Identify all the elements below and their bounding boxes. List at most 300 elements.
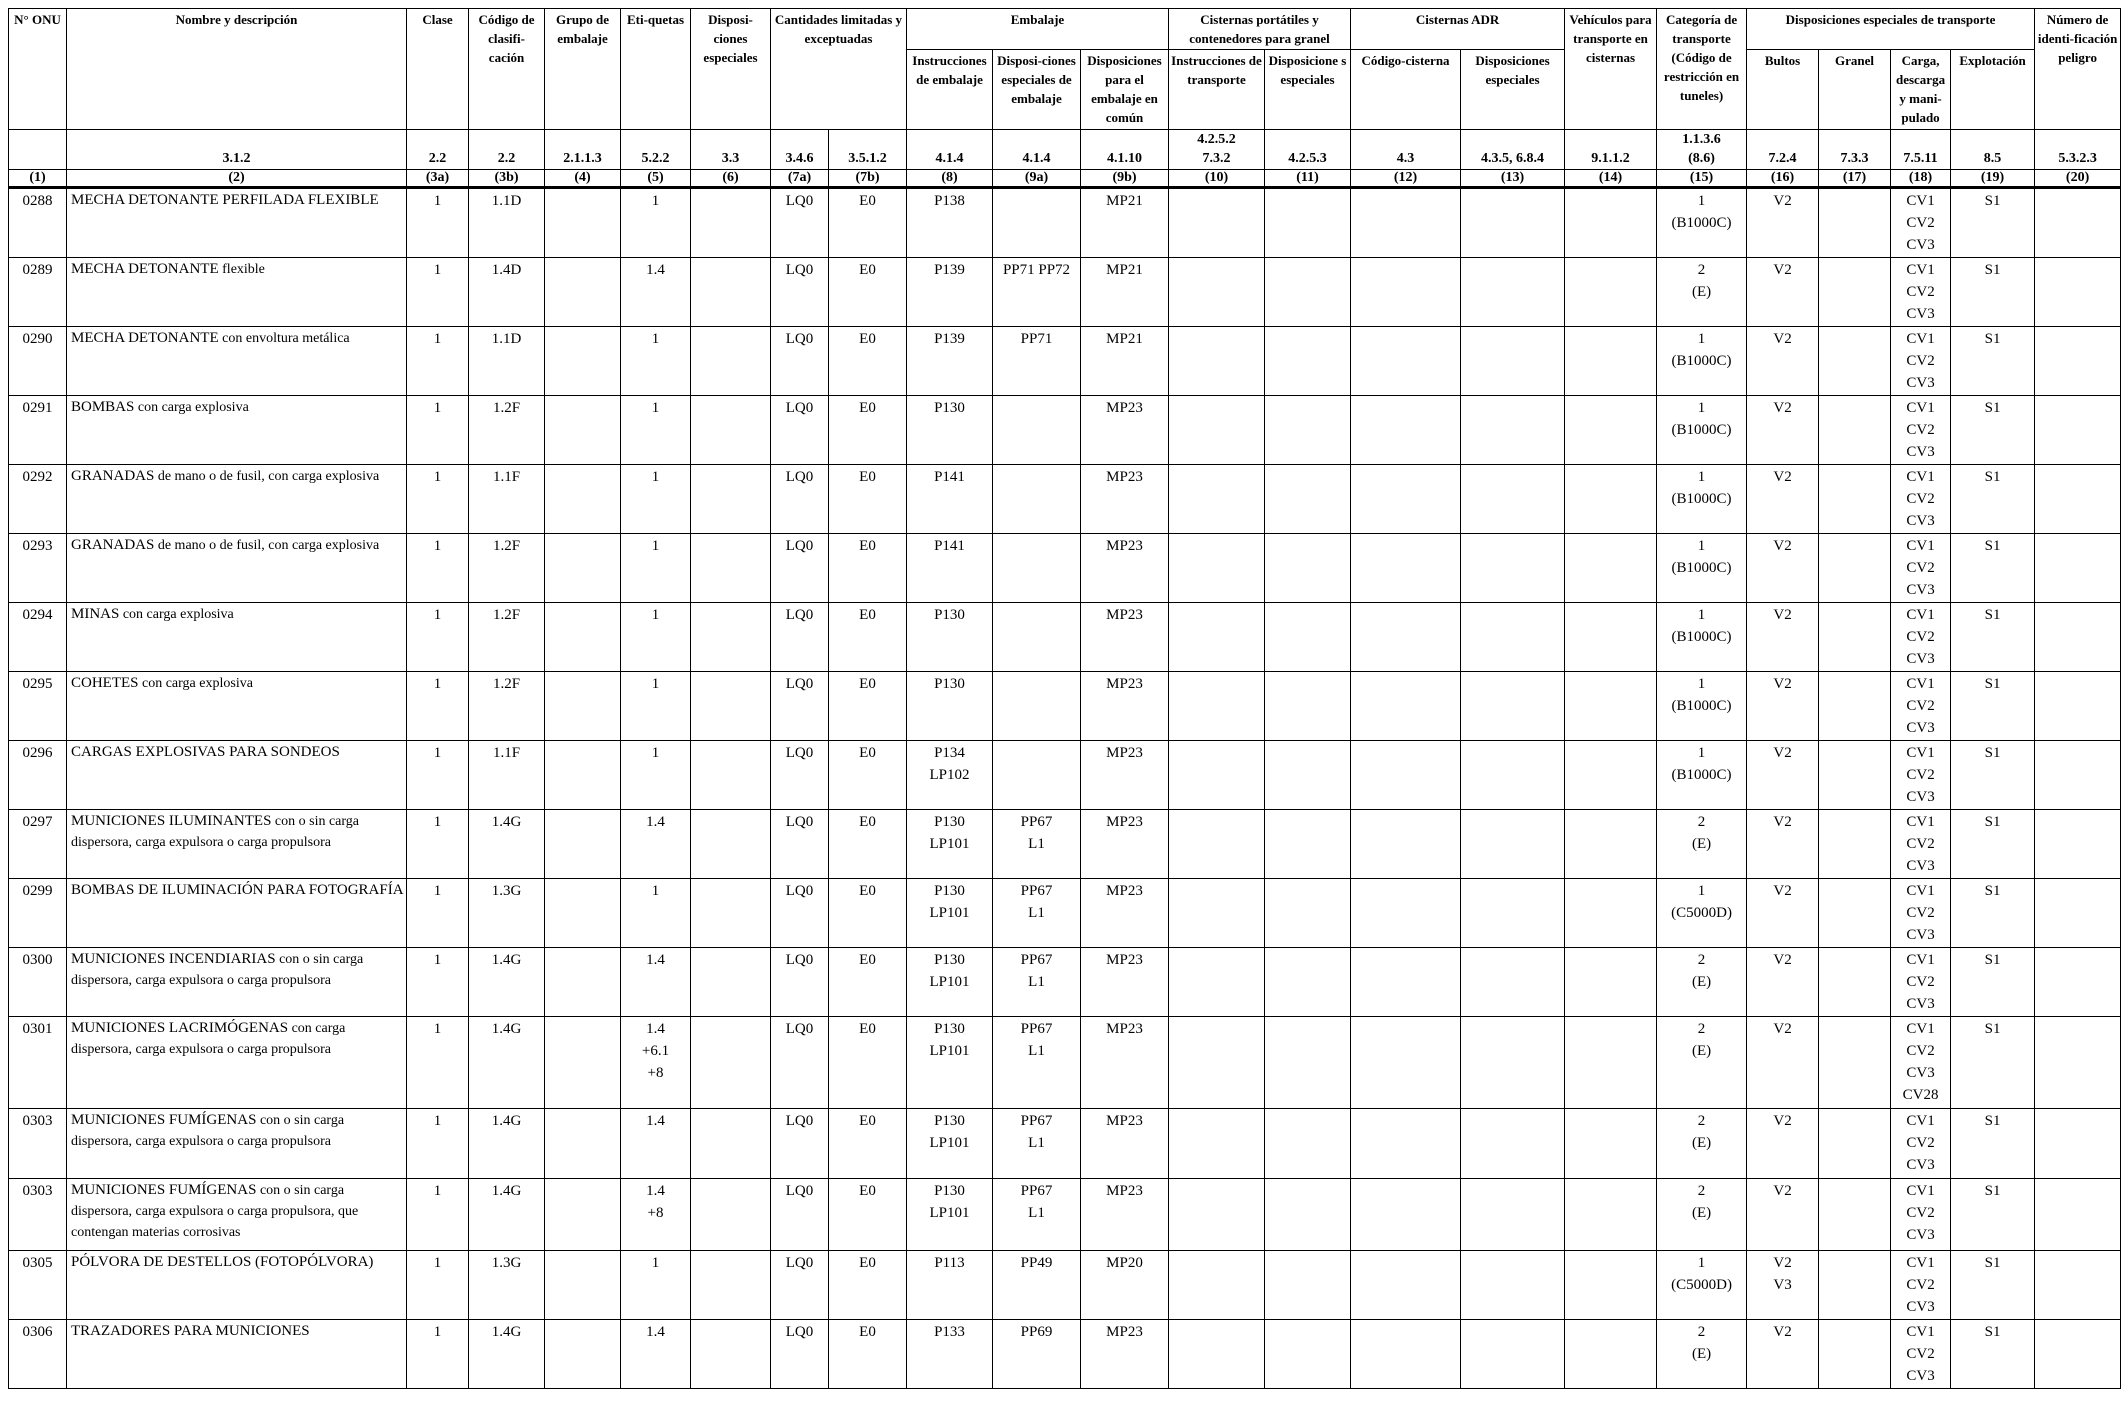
cell-onu: 0289 <box>9 258 67 327</box>
cell-vehic <box>1565 1179 1657 1251</box>
cell-clase: 1 <box>407 258 469 327</box>
cell-cat: 1 (B1000C) <box>1657 188 1747 258</box>
column-number: (16) <box>1747 170 1819 188</box>
cell-explot: S1 <box>1951 396 2035 465</box>
header-cisternas-adr-codigo: Código-cisterna <box>1351 50 1461 130</box>
cell-cist-disp <box>1461 534 1565 603</box>
cell-onu: 0300 <box>9 948 67 1017</box>
table-row <box>9 1017 2121 1109</box>
cell-disp <box>691 396 771 465</box>
cell-disp <box>691 1017 771 1109</box>
table-row <box>9 327 2121 396</box>
cell-e: E0 <box>829 534 907 603</box>
cell-lq: LQ0 <box>771 948 829 1017</box>
cell-codigo: 1.3G <box>469 1251 545 1320</box>
cell-disp <box>691 1251 771 1320</box>
cell-explot: S1 <box>1951 1109 2035 1179</box>
cell-instr: P130 LP101 <box>907 810 993 879</box>
column-number: (5) <box>621 170 691 188</box>
column-reference: 3.1.2 <box>67 130 407 170</box>
cell-explot: S1 <box>1951 188 2035 258</box>
product-name: MUNICIONES ILUMINANTES <box>71 813 272 829</box>
cell-carga: CV1 CV2 CV3 <box>1891 534 1951 603</box>
cell-bultos: V2 <box>1747 672 1819 741</box>
table-body <box>9 188 2121 1389</box>
table-row <box>9 1179 2121 1251</box>
cell-grupo <box>545 188 621 258</box>
cell-e: E0 <box>829 396 907 465</box>
cell-peligro <box>2035 258 2121 327</box>
column-number: (12) <box>1351 170 1461 188</box>
cell-cist-disp <box>1461 741 1565 810</box>
cell-lq: LQ0 <box>771 1179 829 1251</box>
cell-instr: P130 LP101 <box>907 1179 993 1251</box>
cell-lq: LQ0 <box>771 1017 829 1109</box>
column-reference: 4.1.4 <box>907 130 993 170</box>
cell-disp <box>691 258 771 327</box>
cell-disp-emb: PP67 L1 <box>993 879 1081 948</box>
cell-cist-cod <box>1351 810 1461 879</box>
cell-cat: 2 (E) <box>1657 1320 1747 1389</box>
cell-e: E0 <box>829 672 907 741</box>
column-number: (17) <box>1819 170 1891 188</box>
column-reference: 1.1.3.6 (8.6) <box>1657 130 1747 170</box>
cell-codigo: 1.1D <box>469 327 545 396</box>
cell-disp-emb: PP69 <box>993 1320 1081 1389</box>
product-description: con envoltura metálica <box>218 331 350 346</box>
cell-bultos: V2 <box>1747 810 1819 879</box>
cell-cist-cod <box>1351 1179 1461 1251</box>
cell-cist-disp <box>1461 327 1565 396</box>
cell-lq: LQ0 <box>771 1320 829 1389</box>
cell-disp-emb <box>993 603 1081 672</box>
cell-disp <box>691 741 771 810</box>
cell-port-instr <box>1169 879 1265 948</box>
cell-peligro <box>2035 1109 2121 1179</box>
cell-lq: LQ0 <box>771 1251 829 1320</box>
cell-port-disp <box>1265 1179 1351 1251</box>
cell-cist-disp <box>1461 1017 1565 1109</box>
cell-explot: S1 <box>1951 1017 2035 1109</box>
cell-carga: CV1 CV2 CV3 <box>1891 1109 1951 1179</box>
cell-lq: LQ0 <box>771 327 829 396</box>
cell-carga: CV1 CV2 CV3 <box>1891 948 1951 1017</box>
cell-vehic <box>1565 603 1657 672</box>
cell-port-instr <box>1169 188 1265 258</box>
cell-cat: 1 (C5000D) <box>1657 879 1747 948</box>
cell-carga: CV1 CV2 CV3 <box>1891 258 1951 327</box>
cell-e: E0 <box>829 810 907 879</box>
cell-clase: 1 <box>407 1179 469 1251</box>
cell-instr: P141 <box>907 534 993 603</box>
cell-cist-cod <box>1351 741 1461 810</box>
cell-peligro <box>2035 188 2121 258</box>
column-reference: 2.1.1.3 <box>545 130 621 170</box>
cell-disp-emb <box>993 741 1081 810</box>
table-row <box>9 1320 2121 1389</box>
cell-clase: 1 <box>407 879 469 948</box>
cell-etiquetas: 1 <box>621 879 691 948</box>
cell-codigo: 1.2F <box>469 603 545 672</box>
cell-onu: 0296 <box>9 741 67 810</box>
cell-comun: MP23 <box>1081 1017 1169 1109</box>
cell-cat: 2 (E) <box>1657 948 1747 1017</box>
cell-bultos: V2 <box>1747 1017 1819 1109</box>
header-explotacion: Explotación <box>1951 50 2035 130</box>
cell-bultos: V2 <box>1747 258 1819 327</box>
table-row <box>9 534 2121 603</box>
cell-peligro <box>2035 879 2121 948</box>
header-codigo: Código de clasifi-cación <box>469 9 545 130</box>
cell-etiquetas: 1.4 +8 <box>621 1179 691 1251</box>
cell-onu: 0303 <box>9 1109 67 1179</box>
cell-nombre <box>67 1251 407 1320</box>
cell-onu: 0295 <box>9 672 67 741</box>
cell-lq: LQ0 <box>771 1109 829 1179</box>
cell-clase: 1 <box>407 465 469 534</box>
cell-codigo: 1.4G <box>469 948 545 1017</box>
cell-carga: CV1 CV2 CV3 <box>1891 1251 1951 1320</box>
cell-onu: 0306 <box>9 1320 67 1389</box>
cell-port-disp <box>1265 1109 1351 1179</box>
cell-etiquetas: 1.4 <box>621 810 691 879</box>
cell-etiquetas: 1 <box>621 465 691 534</box>
cell-comun: MP20 <box>1081 1251 1169 1320</box>
cell-carga: CV1 CV2 CV3 <box>1891 672 1951 741</box>
cell-cist-disp <box>1461 879 1565 948</box>
cell-vehic <box>1565 396 1657 465</box>
cell-cat: 2 (E) <box>1657 1179 1747 1251</box>
header-cisternas-port-instrucciones: Instrucciones de transporte <box>1169 50 1265 130</box>
cell-nombre <box>67 327 407 396</box>
cell-peligro <box>2035 603 2121 672</box>
cell-comun: MP23 <box>1081 810 1169 879</box>
cell-vehic <box>1565 534 1657 603</box>
cell-e: E0 <box>829 465 907 534</box>
cell-explot: S1 <box>1951 1179 2035 1251</box>
cell-etiquetas: 1 <box>621 188 691 258</box>
cell-cist-cod <box>1351 672 1461 741</box>
cell-vehic <box>1565 1109 1657 1179</box>
product-description: de mano o de fusil, con carga explosiva <box>154 469 380 484</box>
column-reference: 3.5.1.2 <box>829 130 907 170</box>
cell-cat: 1 (C5000D) <box>1657 1251 1747 1320</box>
header-nombre: Nombre y descripción <box>67 9 407 130</box>
cell-port-disp <box>1265 534 1351 603</box>
cell-instr: P139 <box>907 258 993 327</box>
cell-carga: CV1 CV2 CV3 <box>1891 1179 1951 1251</box>
cell-cist-cod <box>1351 879 1461 948</box>
cell-comun: MP23 <box>1081 1179 1169 1251</box>
cell-nombre <box>67 672 407 741</box>
cell-port-instr <box>1169 1017 1265 1109</box>
header-vehiculos: Vehículos para transporte en cisternas <box>1565 9 1657 130</box>
column-reference: 4.3.5, 6.8.4 <box>1461 130 1565 170</box>
column-reference: 4.1.10 <box>1081 130 1169 170</box>
cell-vehic <box>1565 327 1657 396</box>
cell-nombre <box>67 258 407 327</box>
cell-bultos: V2 <box>1747 1320 1819 1389</box>
cell-bultos: V2 <box>1747 1179 1819 1251</box>
cell-e: E0 <box>829 258 907 327</box>
product-name: MINAS <box>71 606 120 622</box>
cell-peligro <box>2035 396 2121 465</box>
cell-etiquetas: 1.4 <box>621 948 691 1017</box>
cell-granel <box>1819 1251 1891 1320</box>
column-number: (7a) <box>771 170 829 188</box>
cell-grupo <box>545 327 621 396</box>
cell-onu: 0292 <box>9 465 67 534</box>
cell-nombre <box>67 948 407 1017</box>
cell-granel <box>1819 465 1891 534</box>
cell-e: E0 <box>829 188 907 258</box>
column-reference: 4.1.4 <box>993 130 1081 170</box>
cell-lq: LQ0 <box>771 188 829 258</box>
cell-bultos: V2 <box>1747 603 1819 672</box>
cell-cist-disp <box>1461 1251 1565 1320</box>
cell-grupo <box>545 534 621 603</box>
cell-e: E0 <box>829 741 907 810</box>
column-number: (2) <box>67 170 407 188</box>
cell-cat: 2 (E) <box>1657 1017 1747 1109</box>
column-reference <box>9 130 67 170</box>
reference-row <box>9 130 2121 170</box>
cell-port-instr <box>1169 810 1265 879</box>
cell-disp <box>691 465 771 534</box>
cell-cist-cod <box>1351 534 1461 603</box>
cell-clase: 1 <box>407 741 469 810</box>
cell-granel <box>1819 1109 1891 1179</box>
cell-explot: S1 <box>1951 948 2035 1017</box>
column-number: (19) <box>1951 170 2035 188</box>
header-onu: N° ONU <box>9 9 67 130</box>
cell-lq: LQ0 <box>771 534 829 603</box>
product-name: MECHA DETONANTE <box>71 261 219 277</box>
column-number: (15) <box>1657 170 1747 188</box>
table-row <box>9 879 2121 948</box>
cell-peligro <box>2035 741 2121 810</box>
cell-codigo: 1.3G <box>469 879 545 948</box>
cell-bultos: V2 <box>1747 948 1819 1017</box>
cell-grupo <box>545 1251 621 1320</box>
cell-clase: 1 <box>407 948 469 1017</box>
cell-disp-emb <box>993 465 1081 534</box>
cell-port-disp <box>1265 327 1351 396</box>
column-reference: 2.2 <box>469 130 545 170</box>
cell-port-instr <box>1169 948 1265 1017</box>
cell-codigo: 1.4G <box>469 810 545 879</box>
cell-disp <box>691 327 771 396</box>
cell-bultos: V2 <box>1747 465 1819 534</box>
cell-nombre <box>67 396 407 465</box>
cell-instr: P133 <box>907 1320 993 1389</box>
column-number: (3a) <box>407 170 469 188</box>
cell-instr: P130 LP101 <box>907 1017 993 1109</box>
cell-disp-emb <box>993 396 1081 465</box>
cell-disp-emb: PP67 L1 <box>993 1179 1081 1251</box>
column-number: (18) <box>1891 170 1951 188</box>
cell-peligro <box>2035 672 2121 741</box>
cell-e: E0 <box>829 603 907 672</box>
cell-vehic <box>1565 258 1657 327</box>
cell-comun: MP23 <box>1081 603 1169 672</box>
cell-port-disp <box>1265 672 1351 741</box>
cell-port-disp <box>1265 948 1351 1017</box>
table-row <box>9 810 2121 879</box>
cell-disp <box>691 534 771 603</box>
cell-disp-emb: PP71 PP72 <box>993 258 1081 327</box>
cell-clase: 1 <box>407 188 469 258</box>
cell-port-instr <box>1169 741 1265 810</box>
header-embalaje-disposiciones: Disposi-ciones especiales de embalaje <box>993 50 1081 130</box>
cell-bultos: V2 <box>1747 741 1819 810</box>
cell-disp-emb <box>993 534 1081 603</box>
cell-nombre <box>67 534 407 603</box>
cell-cat: 1 (B1000C) <box>1657 672 1747 741</box>
product-name: CARGAS EXPLOSIVAS PARA SONDEOS <box>71 744 340 760</box>
column-number: (3b) <box>469 170 545 188</box>
cell-cist-cod <box>1351 603 1461 672</box>
cell-vehic <box>1565 1017 1657 1109</box>
cell-disp-emb: PP49 <box>993 1251 1081 1320</box>
product-name: GRANADAS <box>71 468 155 484</box>
table-row <box>9 1109 2121 1179</box>
cell-port-disp <box>1265 1017 1351 1109</box>
cell-lq: LQ0 <box>771 810 829 879</box>
cell-cist-cod <box>1351 1320 1461 1389</box>
column-number: (13) <box>1461 170 1565 188</box>
cell-granel <box>1819 810 1891 879</box>
product-name: BOMBAS DE ILUMINACIÓN PARA FOTOGRAFÍA <box>71 882 404 898</box>
cell-peligro <box>2035 327 2121 396</box>
cell-codigo: 1.1D <box>469 188 545 258</box>
cell-disp-emb: PP67 L1 <box>993 1109 1081 1179</box>
column-reference: 3.4.6 <box>771 130 829 170</box>
cell-explot: S1 <box>1951 672 2035 741</box>
cell-cist-cod <box>1351 327 1461 396</box>
cell-cist-cod <box>1351 1109 1461 1179</box>
cell-disp-emb: PP67 L1 <box>993 810 1081 879</box>
cell-bultos: V2 V3 <box>1747 1251 1819 1320</box>
cell-nombre <box>67 879 407 948</box>
cell-onu: 0297 <box>9 810 67 879</box>
cell-clase: 1 <box>407 810 469 879</box>
column-reference: 9.1.1.2 <box>1565 130 1657 170</box>
cell-explot: S1 <box>1951 1320 2035 1389</box>
cell-disp-emb <box>993 188 1081 258</box>
cell-disp <box>691 188 771 258</box>
cell-port-instr <box>1169 534 1265 603</box>
cell-port-disp <box>1265 396 1351 465</box>
cell-granel <box>1819 948 1891 1017</box>
cell-grupo <box>545 948 621 1017</box>
cell-port-instr <box>1169 258 1265 327</box>
cell-instr: P130 <box>907 603 993 672</box>
cell-etiquetas: 1 <box>621 396 691 465</box>
cell-lq: LQ0 <box>771 741 829 810</box>
cell-instr: P130 LP101 <box>907 948 993 1017</box>
header-disp-transporte: Disposiciones especiales de transporte <box>1747 9 2035 50</box>
cell-carga: CV1 CV2 CV3 <box>1891 465 1951 534</box>
cell-instr: P134 LP102 <box>907 741 993 810</box>
cell-cist-disp <box>1461 258 1565 327</box>
cell-instr: P130 LP101 <box>907 879 993 948</box>
cell-onu: 0290 <box>9 327 67 396</box>
cell-explot: S1 <box>1951 327 2035 396</box>
cell-cist-cod <box>1351 465 1461 534</box>
cell-grupo <box>545 603 621 672</box>
cell-cat: 2 (E) <box>1657 810 1747 879</box>
cell-codigo: 1.2F <box>469 534 545 603</box>
cell-port-instr <box>1169 603 1265 672</box>
product-name: MUNICIONES INCENDIARIAS <box>71 951 276 967</box>
cell-codigo: 1.2F <box>469 672 545 741</box>
cell-lq: LQ0 <box>771 879 829 948</box>
cell-granel <box>1819 672 1891 741</box>
cell-nombre <box>67 1109 407 1179</box>
cell-bultos: V2 <box>1747 327 1819 396</box>
product-description: con carga explosiva <box>138 676 253 691</box>
column-reference: 8.5 <box>1951 130 2035 170</box>
cell-instr: P130 LP101 <box>907 1109 993 1179</box>
cell-etiquetas: 1.4 +6.1 +8 <box>621 1017 691 1109</box>
column-number: (10) <box>1169 170 1265 188</box>
cell-nombre <box>67 1320 407 1389</box>
cell-carga: CV1 CV2 CV3 <box>1891 603 1951 672</box>
product-description: con o sin carga dispersora, carga expulsora o carga propulsora <box>71 1113 345 1149</box>
cell-granel <box>1819 1179 1891 1251</box>
cell-etiquetas: 1.4 <box>621 1109 691 1179</box>
column-number: (11) <box>1265 170 1351 188</box>
cell-instr: P138 <box>907 188 993 258</box>
cell-codigo: 1.4G <box>469 1320 545 1389</box>
cell-clase: 1 <box>407 534 469 603</box>
cell-nombre <box>67 1179 407 1251</box>
column-reference: 3.3 <box>691 130 771 170</box>
cell-port-instr <box>1169 1109 1265 1179</box>
cell-port-instr <box>1169 327 1265 396</box>
cell-lq: LQ0 <box>771 258 829 327</box>
cell-cat: 1 (B1000C) <box>1657 396 1747 465</box>
cell-onu: 0303 <box>9 1179 67 1251</box>
cell-granel <box>1819 327 1891 396</box>
cell-nombre <box>67 465 407 534</box>
product-description: de mano o de fusil, con carga explosiva <box>154 538 380 553</box>
cell-e: E0 <box>829 879 907 948</box>
cell-cist-disp <box>1461 465 1565 534</box>
column-number-row <box>9 170 2121 188</box>
cell-cist-disp <box>1461 1320 1565 1389</box>
column-reference: 5.2.2 <box>621 130 691 170</box>
cell-explot: S1 <box>1951 741 2035 810</box>
cell-e: E0 <box>829 1109 907 1179</box>
cell-carga: CV1 CV2 CV3 <box>1891 810 1951 879</box>
cell-cist-disp <box>1461 396 1565 465</box>
cell-cat: 1 (B1000C) <box>1657 534 1747 603</box>
cell-cist-disp <box>1461 672 1565 741</box>
cell-port-disp <box>1265 879 1351 948</box>
column-reference: 7.3.3 <box>1819 130 1891 170</box>
cell-port-instr <box>1169 465 1265 534</box>
cell-lq: LQ0 <box>771 603 829 672</box>
cell-carga: CV1 CV2 CV3 <box>1891 879 1951 948</box>
product-description: con o sin carga dispersora, carga expulsora o carga propulsora <box>71 814 360 850</box>
cell-instr: P113 <box>907 1251 993 1320</box>
header-embalaje: Embalaje <box>907 9 1169 50</box>
cell-comun: MP23 <box>1081 672 1169 741</box>
cell-explot: S1 <box>1951 1251 2035 1320</box>
cell-bultos: V2 <box>1747 534 1819 603</box>
